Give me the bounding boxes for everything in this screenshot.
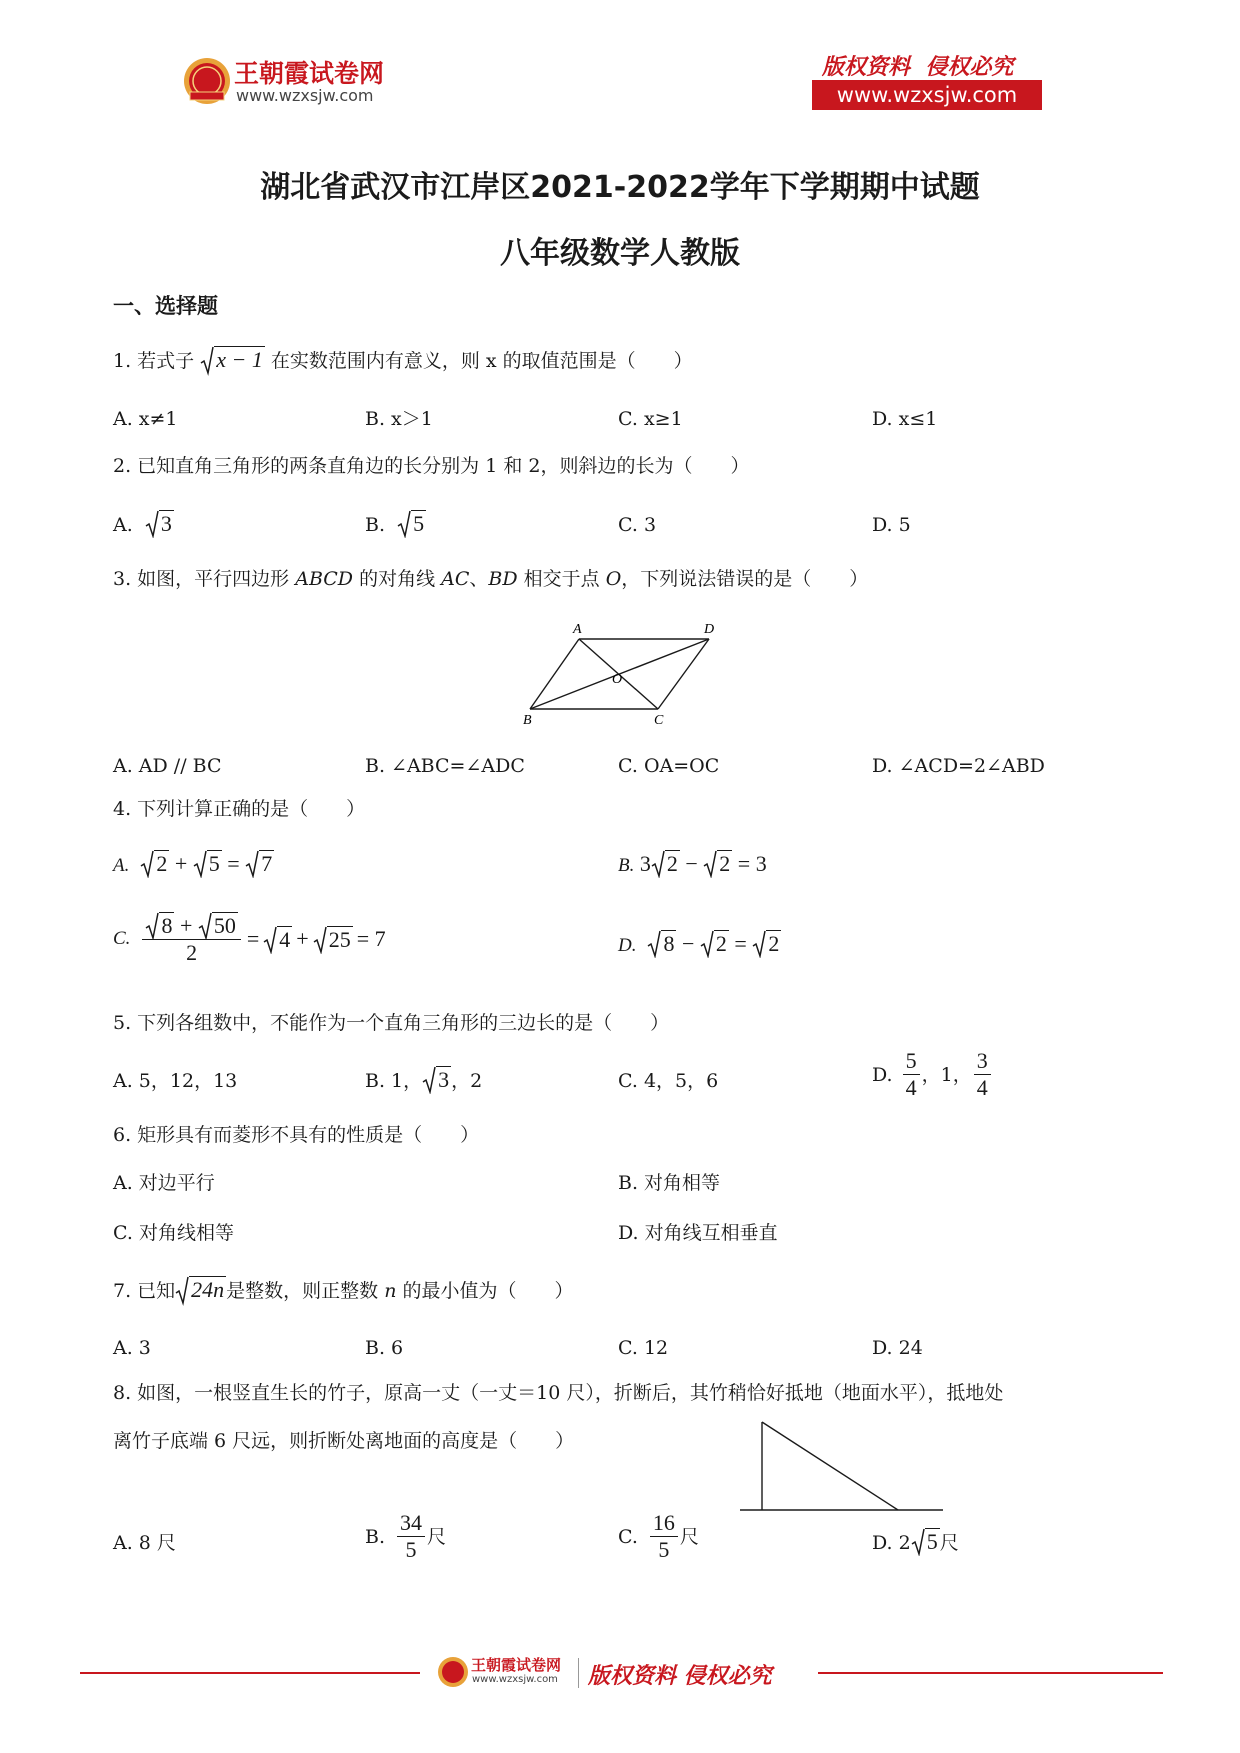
- q8-option-a[interactable]: A. 8 尺: [113, 1532, 176, 1554]
- fraction: [650, 1510, 678, 1563]
- op: =: [734, 931, 747, 956]
- q6-option-d[interactable]: D. 对角线互相垂直: [618, 1222, 778, 1244]
- op: =: [227, 851, 240, 876]
- numerator: [142, 912, 240, 940]
- question-1-suffix: 在实数范围内有意义，则 x 的取值范围是（ ）: [270, 350, 693, 372]
- sqrt-icon: [263, 926, 277, 954]
- q6-option-b[interactable]: B. 对角相等: [618, 1172, 721, 1194]
- logo-url: www.wzxsjw.com: [236, 86, 374, 105]
- label-a: A: [573, 622, 582, 637]
- q4-option-b[interactable]: [618, 850, 767, 879]
- bamboo-figure: [738, 1420, 948, 1520]
- label-b: B: [523, 713, 532, 725]
- q5-option-d[interactable]: [872, 1048, 993, 1101]
- q3-ac: AC: [441, 568, 470, 590]
- coef: 3: [639, 851, 651, 876]
- fraction: [397, 1510, 425, 1563]
- rad: [651, 850, 680, 877]
- q3-bd: BD: [488, 568, 518, 590]
- q6-option-c[interactable]: C. 对角线相等: [113, 1222, 234, 1244]
- rad: [245, 850, 274, 877]
- rad: [422, 1066, 451, 1093]
- rad: [140, 850, 169, 877]
- q8-option-d-label: D. 2: [872, 1532, 911, 1554]
- q1-option-b[interactable]: B. x＞1: [365, 408, 433, 430]
- q5-option-b[interactable]: [365, 1066, 482, 1094]
- rad: [313, 926, 353, 953]
- numerator: 5: [903, 1048, 920, 1075]
- q3-text-5: ，下列说法错误的是（ ）: [621, 568, 869, 590]
- page-subtitle: 八年级数学人教版: [500, 236, 740, 271]
- radicand: 50: [213, 913, 236, 938]
- rad: [647, 930, 676, 957]
- q3-option-b[interactable]: B. ∠ABC=∠ADC: [365, 755, 525, 777]
- q3-abcd: ABCD: [295, 568, 354, 590]
- q4-option-a-label: A.: [113, 855, 130, 876]
- q4-option-c[interactable]: [113, 912, 386, 966]
- q7-suffix: 的最小值为（ ）: [396, 1280, 574, 1302]
- q5-option-a[interactable]: A. 5，12，13: [113, 1070, 238, 1092]
- question-1: [113, 346, 693, 374]
- op: +: [174, 851, 188, 876]
- q7-option-a[interactable]: A. 3: [113, 1337, 151, 1359]
- q3-text-3: 、: [469, 568, 489, 590]
- footer-logo-url: www.wzxsjw.com: [472, 1674, 558, 1685]
- value: 3: [755, 851, 767, 876]
- radicand: 25: [328, 926, 351, 952]
- header-logo: [182, 52, 412, 112]
- sqrt-icon: [397, 510, 411, 538]
- question-7: [113, 1276, 574, 1304]
- footer-divider: [578, 1658, 579, 1688]
- sqrt-icon: [145, 912, 159, 940]
- q2-option-d[interactable]: D. 5: [872, 514, 911, 536]
- denominator: 5: [658, 1537, 670, 1562]
- rad: [198, 912, 238, 939]
- logo-seal-icon: [437, 1656, 469, 1688]
- q5-option-d-label: D.: [872, 1063, 893, 1086]
- label-c: C: [654, 713, 664, 725]
- q7-mid: 是整数，则正整数: [226, 1280, 385, 1302]
- q7-option-c[interactable]: C. 12: [618, 1337, 669, 1359]
- q1-radicand: x − 1: [216, 347, 263, 372]
- header-url-banner: www.wzxsjw.com: [812, 80, 1042, 110]
- parallelogram-figure: [515, 615, 755, 725]
- q3-option-d[interactable]: D. ∠ACD=2∠ABD: [872, 755, 1045, 777]
- q5-option-b-tail: ，2: [451, 1070, 483, 1092]
- sqrt-icon: [245, 850, 259, 878]
- q2-option-c[interactable]: C. 3: [618, 514, 657, 536]
- rad: [175, 1276, 226, 1303]
- sqrt-icon: [703, 850, 717, 878]
- q8-option-b[interactable]: [365, 1510, 446, 1563]
- q8-option-c[interactable]: [618, 1510, 699, 1563]
- radicand: 2: [666, 851, 678, 876]
- sqrt-icon: [313, 926, 327, 954]
- op: +: [296, 926, 309, 951]
- question-5: 5. 下列各组数中，不能作为一个直角三角形的三边长的是（ ）: [113, 1012, 670, 1034]
- radicand: 8: [663, 931, 675, 956]
- q1-option-a[interactable]: A. x≠1: [113, 408, 178, 430]
- logo-name: 王朝霞试卷网: [234, 59, 385, 88]
- q2-option-b-radicand: 5: [413, 511, 425, 536]
- rad: [703, 850, 732, 877]
- radicand: 2: [715, 931, 727, 956]
- question-2: 2. 已知直角三角形的两条直角边的长分别为 1 和 2，则斜边的长为（ ）: [113, 455, 750, 477]
- q7-option-b[interactable]: B. 6: [365, 1337, 404, 1359]
- sqrt-icon: [651, 850, 665, 878]
- q3-option-a[interactable]: A. AD // BC: [113, 755, 222, 777]
- question-3: [113, 566, 868, 592]
- q7-prefix: 7. 已知: [113, 1280, 176, 1302]
- sqrt-icon: [198, 912, 212, 940]
- question-4: 4. 下列计算正确的是（ ）: [113, 798, 366, 820]
- rad: [193, 850, 222, 877]
- radicand: 7: [261, 851, 273, 876]
- q5-option-c[interactable]: C. 4，5，6: [618, 1070, 719, 1092]
- fraction: [903, 1048, 920, 1101]
- numerator: 34: [397, 1510, 425, 1537]
- denominator: 2: [186, 940, 198, 965]
- numerator: 3: [974, 1048, 991, 1075]
- unit: 尺: [427, 1525, 447, 1548]
- sqrt-icon: [145, 510, 159, 538]
- op: −: [685, 851, 698, 876]
- question-1-prefix: 1. 若式子: [113, 350, 195, 372]
- op: −: [681, 931, 695, 956]
- q4-option-d[interactable]: [618, 930, 781, 959]
- radicand: 2: [156, 851, 168, 876]
- logo-seal-icon: [182, 56, 232, 106]
- sqrt-icon: [200, 346, 214, 376]
- q3-option-c[interactable]: C. OA=OC: [618, 755, 720, 777]
- q4-c-fraction: [142, 912, 240, 966]
- radicand: 5: [208, 851, 220, 876]
- q2-option-a-radicand: 3: [160, 511, 172, 536]
- radicand: 3: [438, 1067, 450, 1092]
- q5-option-d-mid: ，1，: [921, 1063, 972, 1086]
- radicand: 24n: [191, 1277, 225, 1302]
- footer-slogan: 版权资料 侵权必究: [588, 1663, 772, 1689]
- q4-option-a[interactable]: [113, 850, 274, 879]
- label-d: D: [704, 622, 715, 637]
- q3-text-4: 相交于点: [517, 568, 606, 590]
- page-title: 湖北省武汉市江岸区2021-2022学年下学期期中试题: [260, 170, 980, 205]
- sqrt-icon: [193, 850, 207, 878]
- footer-rule-left: [80, 1672, 420, 1674]
- denominator: 5: [405, 1537, 417, 1562]
- sqrt-icon: [752, 930, 766, 958]
- q1-option-c[interactable]: C. x≥1: [618, 408, 683, 430]
- radicand: 4: [279, 926, 291, 952]
- op: =: [737, 851, 751, 876]
- label-o: O: [612, 672, 623, 687]
- sqrt-icon: [911, 1528, 925, 1556]
- q1-option-d[interactable]: D. x≤1: [872, 408, 938, 430]
- q4-option-c-label: C.: [113, 928, 131, 949]
- sqrt-icon: [422, 1066, 436, 1094]
- rad: [700, 930, 729, 957]
- q3-text-2: 的对角线: [353, 568, 442, 590]
- question-6: 6. 矩形具有而菱形不具有的性质是（ ）: [113, 1124, 480, 1146]
- question-8-line2: 离竹子底端 6 尺远，则折断处离地面的高度是（ ）: [113, 1430, 575, 1452]
- op: =: [246, 926, 260, 951]
- q2-option-a[interactable]: [113, 510, 174, 538]
- q7-option-d[interactable]: D. 24: [872, 1337, 923, 1359]
- unit: 尺: [939, 1532, 959, 1554]
- q2-option-a-radical: [145, 510, 174, 537]
- q2-option-a-label: A.: [113, 514, 133, 536]
- broken-top: [762, 1422, 898, 1510]
- q8-option-b-label: B.: [365, 1525, 386, 1548]
- denominator: 4: [976, 1075, 988, 1100]
- rad: [752, 930, 781, 957]
- radicand: 5: [926, 1529, 938, 1554]
- value: = 7: [356, 926, 386, 951]
- radicand: 8: [161, 913, 173, 938]
- fraction: [974, 1048, 991, 1101]
- q3-text-1: 3. 如图，平行四边形: [113, 568, 296, 590]
- rad: [145, 912, 174, 939]
- q1-radical: [200, 346, 265, 373]
- q5-option-b-label: B. 1，: [365, 1070, 423, 1092]
- sqrt-icon: [140, 850, 154, 878]
- denominator: 4: [905, 1075, 917, 1100]
- q4-option-d-label: D.: [618, 935, 637, 956]
- q6-option-a[interactable]: A. 对边平行: [113, 1172, 215, 1194]
- q2-option-b[interactable]: [365, 510, 426, 538]
- q2-option-b-radical: [397, 510, 426, 537]
- numerator: 16: [650, 1510, 678, 1537]
- q7-n: n: [384, 1280, 397, 1302]
- q2-option-b-label: B.: [365, 514, 386, 536]
- unit: 尺: [679, 1525, 699, 1548]
- sqrt-icon: [700, 930, 714, 958]
- rad: [911, 1528, 940, 1555]
- radicand: 2: [768, 931, 780, 956]
- q8-option-c-label: C.: [618, 1525, 638, 1548]
- sqrt-icon: [647, 930, 661, 958]
- q4-option-b-label: B.: [618, 855, 635, 876]
- q8-option-d[interactable]: [872, 1528, 959, 1556]
- footer-rule-right: [818, 1672, 1163, 1674]
- rad: [263, 926, 292, 953]
- section-heading: 一、选择题: [113, 294, 218, 318]
- op: +: [179, 913, 193, 938]
- footer-logo: [437, 1652, 577, 1696]
- sqrt-icon: [175, 1276, 189, 1306]
- question-8-line1: 8. 如图，一根竖直生长的竹子，原高一丈（一丈＝10 尺），折断后，其竹稍恰好抵地（地面水平），抵地处: [113, 1382, 1004, 1404]
- radicand: 2: [719, 851, 731, 876]
- header-copyright-slogan: 版权资料 侵权必究: [822, 54, 1014, 80]
- q3-o: O: [605, 568, 622, 590]
- side-ab: [530, 639, 579, 709]
- footer-logo-name: 王朝霞试卷网: [471, 1656, 562, 1674]
